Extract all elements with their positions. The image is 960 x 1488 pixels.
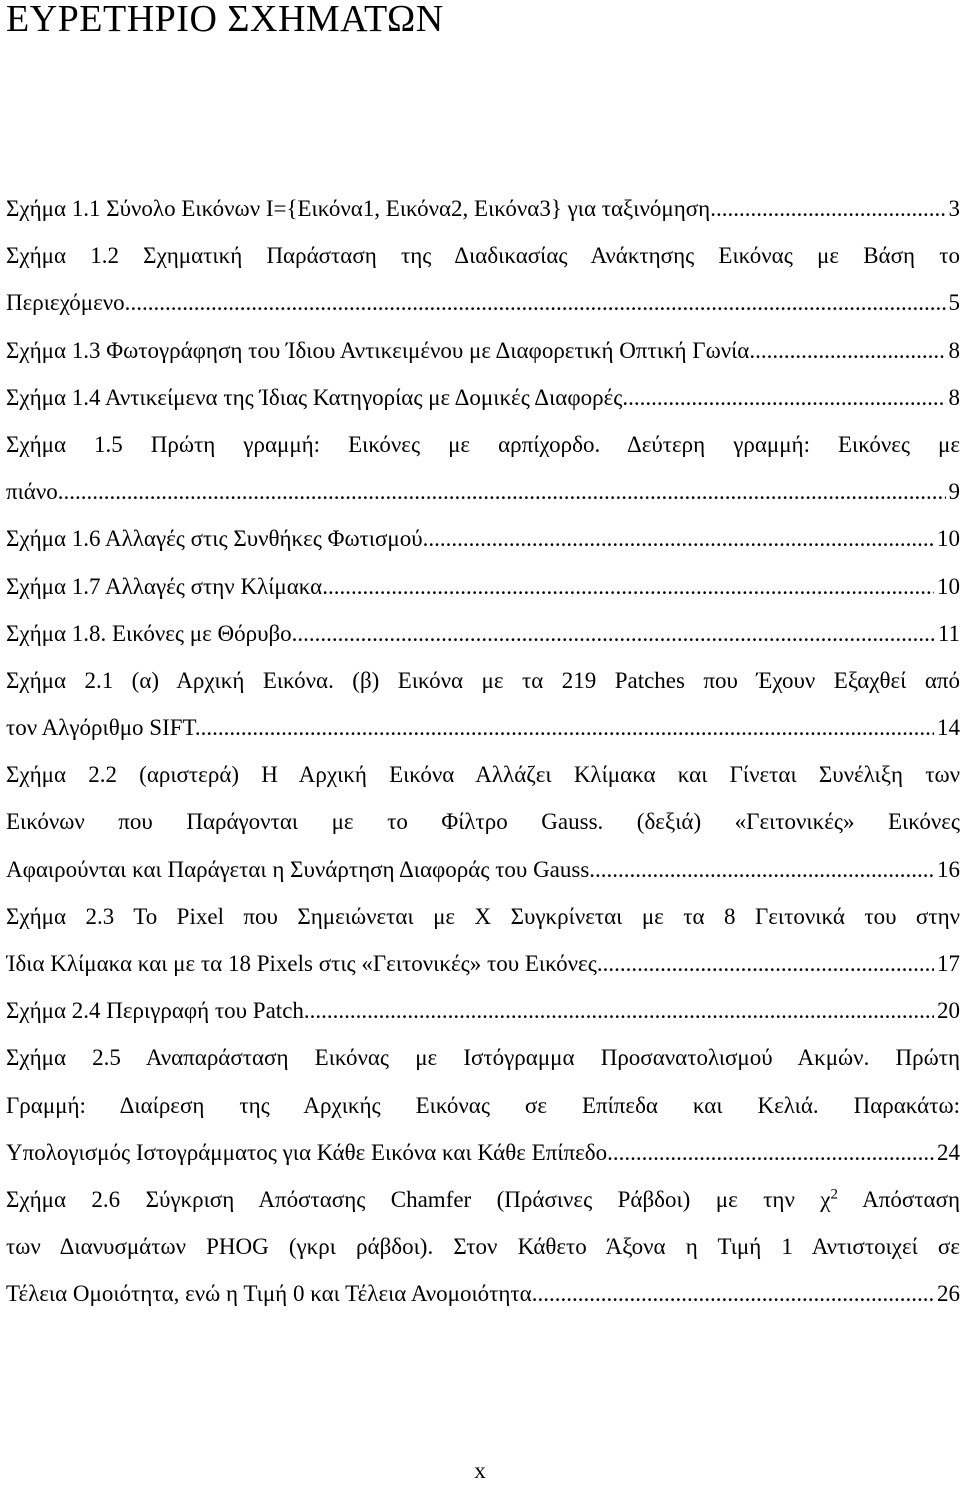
entry-text: Ίδια Κλίμακα και με τα 18 Pixels στις «Γειτονικές» του Εικόνες. <box>6 951 603 976</box>
dot-leader <box>64 468 946 515</box>
page-ref: 20 <box>937 998 960 1024</box>
page-ref: 8 <box>948 384 960 410</box>
list-item-fig-1-1 <box>6 185 960 232</box>
dot-leader <box>297 610 934 657</box>
page-ref: 17 <box>937 951 960 976</box>
dot-leader <box>130 279 945 326</box>
entry-text: Περιεχόμενο. <box>6 290 131 316</box>
entry-last-line <box>6 468 960 515</box>
entry-last-line <box>6 327 960 374</box>
entry-last-line <box>6 987 960 1034</box>
entry-last-line <box>6 1270 960 1317</box>
entry-line: Σχήμα 2.5 Αναπαράσταση Εικόνας με Ιστόγραμμα Προσανατολισμού Ακμών. Πρώτη <box>6 1045 960 1071</box>
entry-text: Σχήμα 1.6 Αλλαγές στις Συνθήκες Φωτισμού. <box>6 526 429 552</box>
dot-leader <box>328 563 934 610</box>
entry-text: Σχήμα 2.4 Περιγραφή του Patch <box>6 998 304 1024</box>
entry-line: Σχήμα 1.2 Σχηματική Παράσταση της Διαδικασίας Ανάκτησης Εικόνας με Βάση το <box>6 243 960 269</box>
entry-line: Σχήμα 1.5 Πρώτη γραμμή: Εικόνες με αρπίχορδο. Δεύτερη γραμμή: Εικόνες με <box>6 431 960 457</box>
entry-text: Σχήμα 1.8. Εικόνες με Θόρυβο. <box>6 620 298 646</box>
dot-leader <box>537 1270 934 1317</box>
list-item-fig-2-3 <box>6 893 960 987</box>
entry-last-line <box>6 704 960 751</box>
dot-leader <box>304 987 934 1034</box>
entry-last-line <box>6 846 960 893</box>
entry-text: Σχήμα 1.4 Αντικείμενα της Ίδιας Κατηγορίας με Δομικές Διαφορές. <box>6 384 629 410</box>
superscript: 2 <box>830 1186 838 1203</box>
entry-text: Τέλεια Ομοιότητα, ενώ η Τιμή 0 και Τέλεια Ανομοιότητα. <box>6 1281 538 1307</box>
page-ref: 26 <box>937 1281 960 1307</box>
dot-leader <box>628 374 945 421</box>
dot-leader <box>613 1129 934 1176</box>
dot-leader <box>201 704 934 751</box>
list-item-fig-1-5 <box>6 421 960 515</box>
entry-line: Γραμμή: Διαίρεση της Αρχικής Εικόνας σε Επίπεδα και Κελιά. Παρακάτω: <box>6 1092 960 1118</box>
dot-leader <box>755 327 945 374</box>
list-item-fig-2-4 <box>6 987 960 1034</box>
page-number: x <box>474 1458 486 1483</box>
entry-line <box>6 1176 960 1223</box>
figure-index-list <box>6 185 960 1318</box>
dot-leader <box>603 940 934 987</box>
entry-text: πιάνο. <box>6 479 64 505</box>
entry-text-continued: Απόσταση <box>838 1186 960 1212</box>
entry-last-line <box>6 279 960 326</box>
list-item-fig-1-7 <box>6 563 960 610</box>
entry-line: Σχήμα 2.3 Το Pixel που Σημειώνεται με Χ Συγκρίνεται με τα 8 Γειτονικά του στην <box>6 903 960 929</box>
page-ref: 8 <box>948 337 960 363</box>
entry-text: τον Αλγόριθμο SIFT. <box>6 715 201 741</box>
entry-last-line <box>6 940 960 987</box>
entry-text: Αφαιρούνται και Παράγεται η Συνάρτηση Διαφοράς του Gauss. <box>6 856 596 882</box>
page-ref: 5 <box>948 290 960 316</box>
page-ref: 9 <box>948 479 960 505</box>
list-item-fig-1-8 <box>6 610 960 657</box>
entry-last-line <box>6 374 960 421</box>
list-item-fig-2-6 <box>6 1176 960 1318</box>
entry-last-line <box>6 610 960 657</box>
entry-line: Σχήμα 2.2 (αριστερά) Η Αρχική Εικόνα Αλλάζει Κλίμακα και Γίνεται Συνέλιξη των <box>6 762 960 788</box>
dot-leader <box>710 185 945 232</box>
page-ref: 10 <box>937 526 960 552</box>
entry-line: Σχήμα 2.1 (α) Αρχική Εικόνα. (β) Εικόνα με τα 219 Patches που Έχουν Εξαχθεί από <box>6 667 960 693</box>
entry-last-line <box>6 515 960 562</box>
page-ref: 14 <box>937 715 960 741</box>
entry-text: Σχήμα 2.6 Σύγκριση Απόστασης Chamfer (Πράσινες Ράβδοι) με την χ <box>6 1186 831 1212</box>
page-ref: 11 <box>937 620 960 646</box>
entry-line: των Διανυσμάτων PHOG (γκρι ράβδοι). Στον Κάθετο Άξονα η Τιμή 1 Αντιστοιχεί σε <box>6 1234 960 1260</box>
list-item-fig-2-1 <box>6 657 960 751</box>
list-item-fig-1-3 <box>6 327 960 374</box>
list-item-fig-2-2 <box>6 751 960 893</box>
dot-leader <box>595 846 934 893</box>
entry-line: Εικόνων που Παράγονται με το Φίλτρο Gauss. (δεξιά) «Γειτονικές» Εικόνες <box>6 809 960 835</box>
page-ref: 16 <box>937 856 960 882</box>
dot-leader <box>428 515 934 562</box>
entry-text: Υπολογισμός Ιστογράμματος για Κάθε Εικόνα και Κάθε Επίπεδο. <box>6 1139 613 1165</box>
list-item-fig-1-4 <box>6 374 960 421</box>
entry-last-line <box>6 563 960 610</box>
entry-text: Σχήμα 1.7 Αλλαγές στην Κλίμακα. <box>6 573 328 599</box>
entry-text: Σχήμα 1.1 Σύνολο Εικόνων Ι={Εικόνα1, Εικόνα2, Εικόνα3} για ταξινόμηση <box>6 196 711 221</box>
page-ref: 24 <box>937 1139 960 1165</box>
list-item-fig-1-2 <box>6 232 960 326</box>
entry-text: Σχήμα 1.3 Φωτογράφηση του Ίδιου Αντικειμένου με Διαφορετική Οπτική Γωνία. <box>6 337 756 363</box>
page-ref: 10 <box>937 573 960 599</box>
entry-last-line <box>6 185 960 232</box>
list-item-fig-2-5 <box>6 1034 960 1176</box>
entry-last-line <box>6 1129 960 1176</box>
page-ref: 3 <box>948 196 960 221</box>
page-title: ΕΥΡΕΤΗΡΙΟ ΣΧΗΜΑΤΩΝ <box>6 0 444 40</box>
list-item-fig-1-6 <box>6 515 960 562</box>
